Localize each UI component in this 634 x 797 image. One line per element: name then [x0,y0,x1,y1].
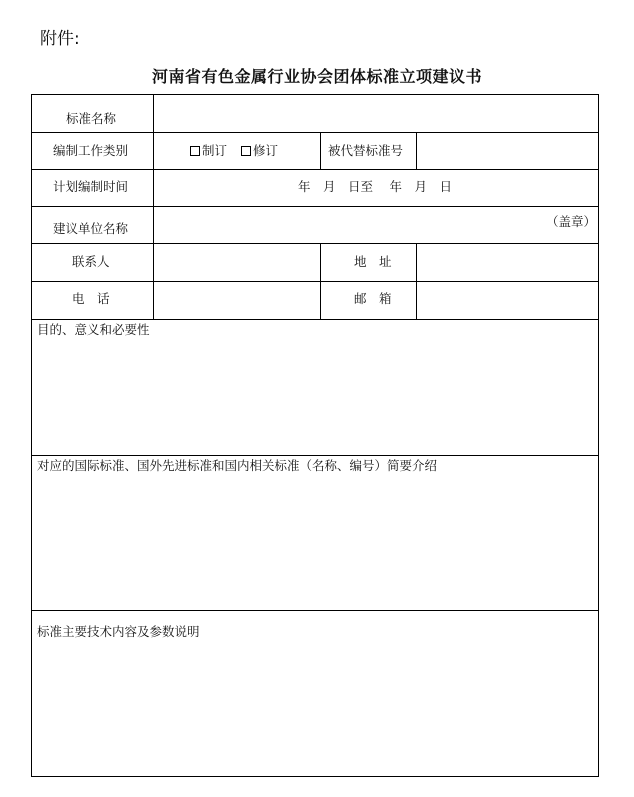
row-divider [32,455,598,456]
proposer-field[interactable] [154,207,534,242]
document-title: 河南省有色金属行业协会团体标准立项建议书 [151,67,482,86]
phone-label: 电 话 [72,291,110,306]
contact-label: 联系人 [72,254,110,269]
purpose-label: 目的、意义和必要性 [37,322,150,337]
plan-time-value: 年 月 日至 年 月 日 [298,179,452,194]
standard-name-field[interactable] [154,96,598,131]
seal-note: （盖章） [546,214,597,229]
row-divider [32,319,598,320]
postcode-label: 邮 箱 [354,291,392,306]
phone-field[interactable] [154,282,319,318]
attachment-label: 附件: [40,29,80,49]
option-revise[interactable]: 修订 [241,145,278,158]
standard-name-label: 标准名称 [66,111,117,126]
contact-field[interactable] [154,244,319,280]
proposal-form [31,94,599,777]
row-divider [32,610,598,611]
replaced-standard-label: 被代替标准号 [328,143,404,158]
draft-checkbox[interactable] [190,146,200,156]
revise-checkbox[interactable] [241,146,251,156]
postcode-field[interactable] [417,282,598,318]
proposer-label: 建议单位名称 [53,221,129,236]
related-standards-label: 对应的国际标准、国外先进标准和国内相关标准（名称、编号）简要介绍 [37,458,438,473]
column-divider [320,132,321,169]
main-content-label: 标准主要技术内容及参数说明 [37,624,200,639]
work-type-label: 编制工作类别 [53,143,129,158]
replaced-standard-field[interactable] [417,133,598,168]
row-divider [32,169,598,170]
option-draft[interactable]: 制订 [190,145,227,158]
plan-time-label: 计划编制时间 [53,179,129,194]
related-standards-field[interactable] [33,477,597,608]
address-label: 地 址 [354,254,392,269]
column-divider [320,243,321,319]
purpose-field[interactable] [33,340,597,453]
address-field[interactable] [417,244,598,280]
main-content-field[interactable] [33,643,597,775]
work-type-options [190,145,278,158]
